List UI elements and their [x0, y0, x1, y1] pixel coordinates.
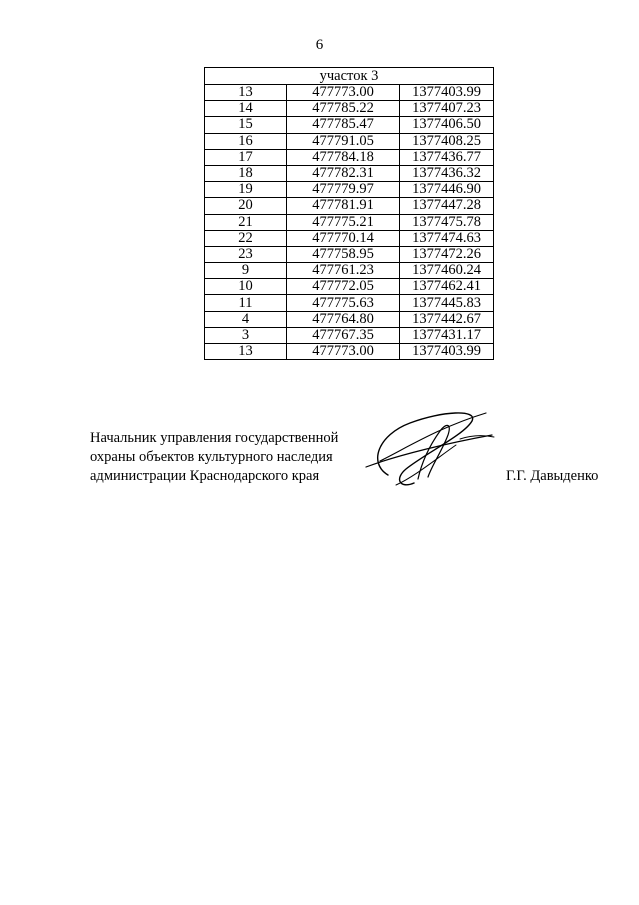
y-coordinate-cell: 1377436.32	[400, 165, 494, 181]
y-coordinate-cell: 1377403.99	[400, 85, 494, 101]
x-coordinate-cell: 477785.22	[287, 101, 400, 117]
table-row	[205, 198, 494, 214]
y-coordinate-cell: 1377445.83	[400, 295, 494, 311]
table-row	[205, 230, 494, 246]
signer-position	[90, 429, 338, 486]
table-row	[205, 182, 494, 198]
table-row	[205, 214, 494, 230]
y-coordinate-cell: 1377460.24	[400, 263, 494, 279]
point-number-cell: 19	[205, 182, 287, 198]
x-coordinate-cell: 477770.14	[287, 230, 400, 246]
y-coordinate-cell: 1377472.26	[400, 246, 494, 262]
table-row	[205, 344, 494, 360]
x-coordinate-cell: 477775.63	[287, 295, 400, 311]
x-coordinate-cell: 477779.97	[287, 182, 400, 198]
point-number-cell: 3	[205, 327, 287, 343]
section-label: участок 3	[205, 68, 494, 85]
point-number-cell: 10	[205, 279, 287, 295]
y-coordinate-cell: 1377408.25	[400, 133, 494, 149]
coordinates-table-body	[205, 68, 494, 360]
x-coordinate-cell: 477758.95	[287, 246, 400, 262]
table-row	[205, 263, 494, 279]
signer-name: Г.Г. Давыденко	[506, 468, 599, 484]
point-number-cell: 15	[205, 117, 287, 133]
y-coordinate-cell: 1377475.78	[400, 214, 494, 230]
y-coordinate-cell: 1377407.23	[400, 101, 494, 117]
y-coordinate-cell: 1377431.17	[400, 327, 494, 343]
position-line-1: Начальник управления государственной	[90, 430, 339, 446]
table-row	[205, 311, 494, 327]
table-row	[205, 149, 494, 165]
point-number-cell: 13	[205, 344, 287, 360]
point-number-cell: 17	[205, 149, 287, 165]
coordinates-table	[204, 67, 494, 360]
x-coordinate-cell: 477785.47	[287, 117, 400, 133]
x-coordinate-cell: 477772.05	[287, 279, 400, 295]
point-number-cell: 9	[205, 263, 287, 279]
table-row	[205, 295, 494, 311]
y-coordinate-cell: 1377474.63	[400, 230, 494, 246]
point-number-cell: 13	[205, 85, 287, 101]
position-line-3: администрации Краснодарского края	[90, 468, 320, 484]
page-number: 6	[315, 37, 324, 53]
y-coordinate-cell: 1377442.67	[400, 311, 494, 327]
x-coordinate-cell: 477782.31	[287, 165, 400, 181]
x-coordinate-cell: 477775.21	[287, 214, 400, 230]
point-number-cell: 20	[205, 198, 287, 214]
table-row	[205, 133, 494, 149]
y-coordinate-cell: 1377447.28	[400, 198, 494, 214]
point-number-cell: 18	[205, 165, 287, 181]
table-row	[205, 85, 494, 101]
point-number-cell: 23	[205, 246, 287, 262]
x-coordinate-cell: 477767.35	[287, 327, 400, 343]
x-coordinate-cell: 477784.18	[287, 149, 400, 165]
y-coordinate-cell: 1377446.90	[400, 182, 494, 198]
point-number-cell: 14	[205, 101, 287, 117]
y-coordinate-cell: 1377462.41	[400, 279, 494, 295]
table-row	[205, 165, 494, 181]
x-coordinate-cell: 477761.23	[287, 263, 400, 279]
y-coordinate-cell: 1377406.50	[400, 117, 494, 133]
x-coordinate-cell: 477773.00	[287, 85, 400, 101]
x-coordinate-cell: 477764.80	[287, 311, 400, 327]
position-line-2: охраны объектов культурного наследия	[90, 449, 333, 465]
point-number-cell: 16	[205, 133, 287, 149]
table-row	[205, 117, 494, 133]
table-row	[205, 327, 494, 343]
handwritten-signature	[360, 405, 500, 495]
y-coordinate-cell: 1377436.77	[400, 149, 494, 165]
point-number-cell: 11	[205, 295, 287, 311]
point-number-cell: 4	[205, 311, 287, 327]
table-row	[205, 101, 494, 117]
x-coordinate-cell: 477773.00	[287, 344, 400, 360]
point-number-cell: 21	[205, 214, 287, 230]
section-header-row	[205, 68, 494, 85]
y-coordinate-cell: 1377403.99	[400, 344, 494, 360]
table-row	[205, 279, 494, 295]
x-coordinate-cell: 477781.91	[287, 198, 400, 214]
point-number-cell: 22	[205, 230, 287, 246]
table-row	[205, 246, 494, 262]
x-coordinate-cell: 477791.05	[287, 133, 400, 149]
